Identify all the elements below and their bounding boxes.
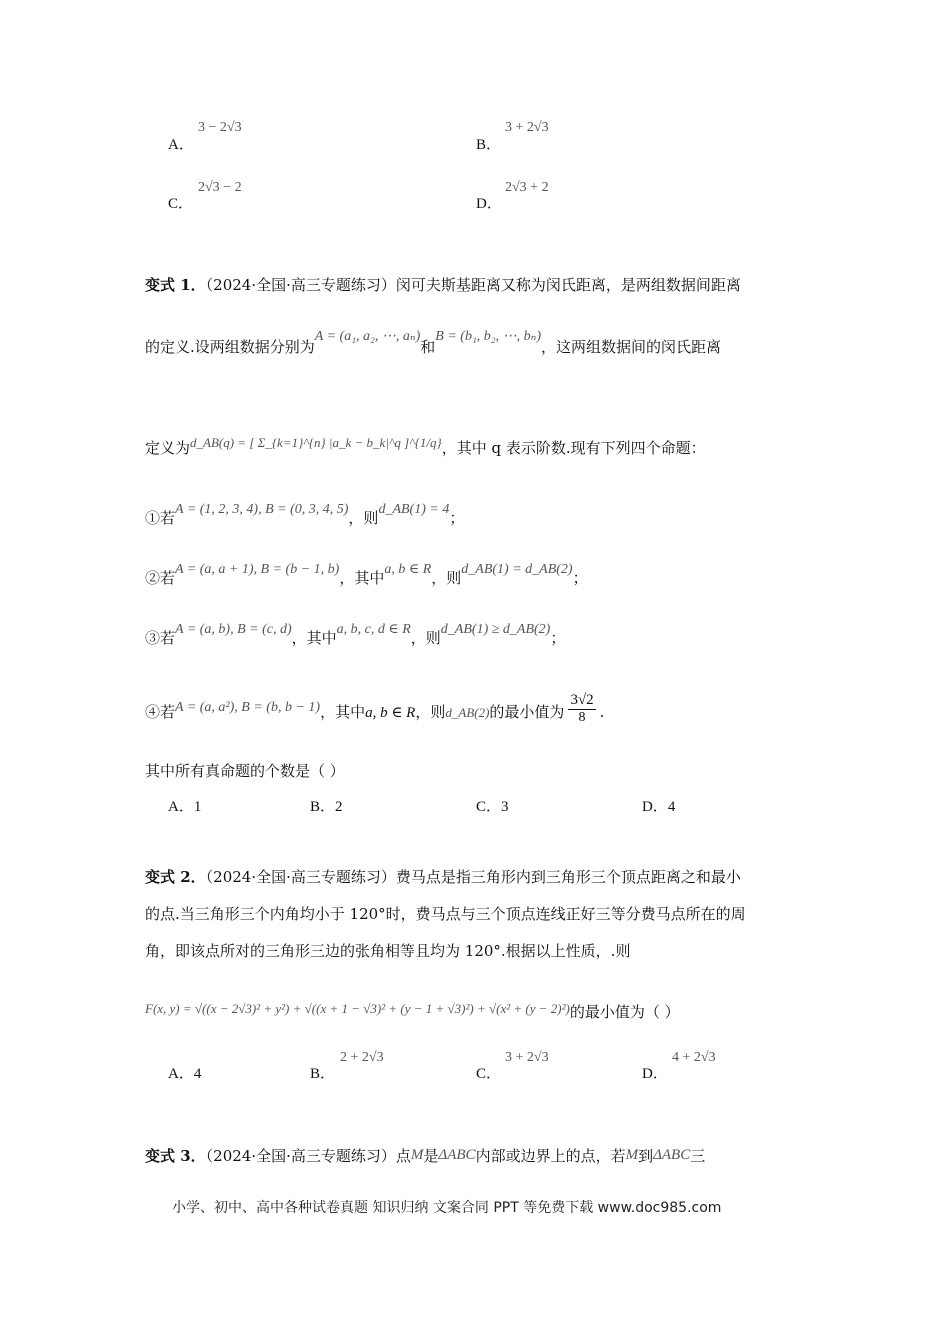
p4-math: A = (a, a²), B = (b, b − 1)	[175, 700, 321, 715]
v1-text1: 闵可夫斯基距离又称为闵氏距离，是两组数据间距离	[395, 276, 741, 294]
p4-math3: d_AB(2)	[445, 705, 490, 720]
v3-m1: M	[410, 1147, 424, 1163]
v2-line2: 的点.当三角形三个内角均小于 120°时，费马点与三个顶点连线正好三等分费马点所在的周	[145, 905, 746, 923]
p2-mid: ，其中	[339, 569, 385, 587]
v2-formula-line	[145, 1001, 680, 1022]
p4-mid: ，其中	[320, 703, 366, 721]
v3-m3: M	[625, 1147, 639, 1163]
v3-m4: ΔABC	[653, 1147, 691, 1163]
v2-title: 变式 2．	[145, 868, 206, 886]
v1-set-b: B = (b₁, b₂, ⋯, bₙ)	[435, 329, 542, 344]
v1-text3a: 定义为	[145, 439, 191, 457]
v1-proposition-4	[145, 692, 605, 730]
v2-option-c-value: 3 + 2√3	[505, 1050, 549, 1065]
v2-option-d-label: D．	[642, 1066, 668, 1082]
option-a-expr: 3 − 2√3	[198, 120, 242, 135]
v2-option-b-value: 2 + 2√3	[340, 1050, 384, 1065]
p3-math3: d_AB(1) ≥ d_AB(2)	[440, 622, 551, 637]
v3-t2: 是	[423, 1147, 439, 1165]
p1-mid: ，则	[348, 509, 379, 527]
v1-option-a-label: A．	[168, 799, 194, 815]
v3-t5: 三	[690, 1147, 706, 1165]
v1-option-c-value: 3	[501, 799, 509, 815]
v2-formula-end: 的最小值为（ ）	[569, 1003, 680, 1021]
option-d-expr: 2√3 + 2	[505, 180, 549, 195]
v1-text2c: ，这两组数据间的闵氏距离	[541, 338, 722, 356]
v2-option-d-value: 4 + 2√3	[672, 1050, 716, 1065]
v2-line3: 角，即该点所对的三角形三边的张角相等且均为 120°.根据以上性质，.则	[145, 942, 631, 960]
v2-text1: 费马点是指三角形内到三角形三个顶点距离之和最小	[395, 868, 741, 886]
v3-t4: 到	[638, 1147, 654, 1165]
p4-frac-num: 3√2	[570, 692, 594, 708]
v1-line2	[145, 329, 722, 357]
p2-end: ；	[572, 569, 588, 587]
v3-source: （2024·全国·高三专题练习）	[205, 1147, 396, 1165]
p1-end: ；	[449, 509, 465, 527]
v2-option-c-label: C．	[476, 1066, 502, 1082]
v1-option-b	[310, 795, 343, 816]
p1-math2: d_AB(1) = 4	[378, 502, 450, 517]
v2-option-a-value: 4	[193, 1066, 202, 1082]
p4-mid3: 的最小值为	[489, 703, 565, 721]
v2-option-b-label: B．	[310, 1066, 336, 1082]
option-b-expr: 3 + 2√3	[505, 120, 549, 135]
v2-option-a-label: A．	[168, 1066, 194, 1082]
v1-set-a: A = (a₁, a₂, ⋯, aₙ)	[314, 329, 421, 344]
v1-option-a	[168, 795, 201, 816]
v1-question: 其中所有真命题的个数是（ ）	[145, 762, 345, 780]
p4-fraction	[568, 692, 595, 726]
v1-proposition-3	[145, 622, 566, 648]
v2-formula: F(x, y) = √((x − 2√3)² + y²) + √((x + 1 − √3)² + (y − 1 + √3)²) + √(x² + (y − 2)²)	[145, 1001, 570, 1016]
v1-option-c-label: C．	[476, 799, 502, 815]
p3-end: ；	[550, 629, 566, 647]
v2-line1	[145, 866, 741, 887]
v1-option-d-label: D．	[642, 799, 668, 815]
p3-math2: a, b, c, d ∈ R	[336, 622, 411, 637]
option-c-label: C．	[168, 196, 194, 212]
option-c-expr: 2√3 − 2	[198, 180, 242, 195]
v1-text2b: 和	[420, 338, 436, 356]
option-a-label: A．	[168, 137, 194, 153]
v3-t3: 内部或边界上的点，若	[475, 1147, 626, 1165]
v1-option-b-value: 2	[335, 799, 343, 815]
p1-prefix: ①若	[145, 509, 176, 527]
v1-formula: d_AB(q) = [ Σ_{k=1}^{n} |a_k − b_k|^q ]^{1/q}	[190, 435, 442, 450]
v1-text3b: ，其中 q 表示阶数.现有下列四个命题：	[441, 439, 706, 457]
v1-option-d	[642, 795, 675, 816]
p2-math3: d_AB(1) = d_AB(2)	[461, 562, 573, 577]
v1-source: （2024·全国·高三专题练习）	[205, 276, 396, 294]
p4-math2: a, b ∈ R	[365, 705, 416, 721]
v1-title: 变式 1．	[145, 276, 206, 294]
v1-option-a-value: 1	[193, 799, 202, 815]
v1-option-d-value: 4	[667, 799, 676, 815]
v1-line3	[145, 437, 706, 458]
p4-mid2: ，则	[415, 703, 446, 721]
v3-m2: ΔABC	[438, 1147, 476, 1163]
p3-mid: ，其中	[291, 629, 337, 647]
v1-option-c	[476, 795, 509, 816]
v3-title: 变式 3．	[145, 1147, 206, 1165]
v2-source: （2024·全国·高三专题练习）	[205, 868, 396, 886]
p4-prefix: ④若	[145, 703, 176, 721]
v2-option-a	[168, 1062, 201, 1083]
p2-prefix: ②若	[145, 569, 176, 587]
p1-math: A = (1, 2, 3, 4), B = (0, 3, 4, 5)	[175, 502, 349, 517]
variant-3	[145, 1145, 705, 1166]
v1-proposition-1	[145, 502, 465, 528]
v3-t1: 点	[395, 1147, 411, 1165]
p2-math: A = (a, a + 1), B = (b − 1, b)	[175, 562, 340, 577]
p3-math: A = (a, b), B = (c, d)	[175, 622, 292, 637]
v1-line1	[145, 274, 741, 295]
p4-frac-den: 8	[578, 710, 586, 725]
option-b-label: B．	[476, 137, 502, 153]
v1-text2a: 的定义.设两组数据分别为	[145, 338, 315, 356]
v1-option-b-label: B．	[310, 799, 336, 815]
p2-mid2: ，则	[431, 569, 462, 587]
v1-proposition-2	[145, 562, 588, 588]
option-d-label: D．	[476, 196, 502, 212]
p3-prefix: ③若	[145, 629, 176, 647]
p2-math2: a, b ∈ R	[384, 562, 432, 577]
p3-mid2: ，则	[410, 629, 441, 647]
page-footer: 小学、初中、高中各种试卷真题 知识归纳 文案合同 PPT 等免费下载 www.doc985.com	[172, 1200, 722, 1216]
p4-end: .	[599, 703, 605, 721]
